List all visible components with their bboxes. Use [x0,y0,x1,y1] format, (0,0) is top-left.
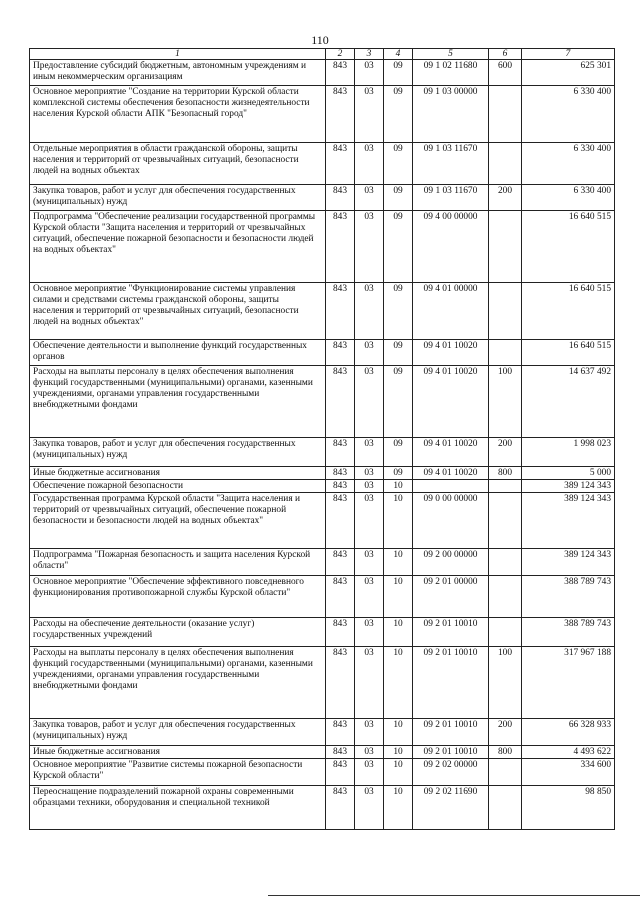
code-section-cell: 03 [355,86,384,143]
code-target-article-cell: 09 4 01 10020 [413,340,489,366]
code-section-cell: 03 [355,185,384,211]
amount-cell: 6 330 400 [522,143,615,185]
code-target-article-cell: 09 2 01 10010 [413,618,489,647]
code-section-cell: 03 [355,143,384,185]
code-admin-cell: 843 [326,366,355,438]
code-target-article-cell: 09 1 03 11670 [413,185,489,211]
row-name-cell: Отдельные мероприятия в области гражданской обороны, защиты населения и территорий от чрезвычайных ситуаций, безопасности людей на водных объектах [30,143,326,185]
code-admin-cell: 843 [326,60,355,86]
code-admin-cell: 843 [326,480,355,493]
column-header: 6 [489,49,522,60]
code-target-article-cell: 09 0 00 00000 [413,493,489,549]
code-target-article-cell: 09 4 01 00000 [413,283,489,340]
amount-cell: 388 789 743 [522,618,615,647]
code-subsection-cell: 10 [384,746,413,759]
code-expense-type-cell [489,143,522,185]
amount-cell: 389 124 343 [522,480,615,493]
code-target-article-cell: 09 2 02 00000 [413,759,489,786]
code-admin-cell: 843 [326,647,355,719]
budget-table [29,48,615,830]
table-row [30,719,615,746]
code-expense-type-cell: 100 [489,647,522,719]
code-target-article-cell: 09 4 01 10020 [413,366,489,438]
table-row [30,467,615,480]
table-body [30,60,615,830]
code-section-cell: 03 [355,618,384,647]
code-admin-cell: 843 [326,759,355,786]
row-name-cell: Иные бюджетные ассигнования [30,746,326,759]
code-section-cell: 03 [355,340,384,366]
row-name-cell: Иные бюджетные ассигнования [30,467,326,480]
row-name-cell: Основное мероприятие "Функционирование системы управления силами и средствами системы гражданской обороны, защиты населения и территорий от чрезвычайных ситуаций, безопасности людей на водных объектах" [30,283,326,340]
table-header-row [30,49,615,60]
code-expense-type-cell [489,786,522,830]
amount-cell: 388 789 743 [522,576,615,618]
code-expense-type-cell: 100 [489,366,522,438]
code-expense-type-cell [489,618,522,647]
code-admin-cell: 843 [326,786,355,830]
table-row [30,340,615,366]
code-expense-type-cell: 200 [489,438,522,467]
code-target-article-cell: 09 2 01 10010 [413,746,489,759]
code-subsection-cell: 10 [384,759,413,786]
code-expense-type-cell [489,340,522,366]
code-target-article-cell: 09 2 01 10010 [413,719,489,746]
amount-cell: 1 998 023 [522,438,615,467]
code-subsection-cell: 10 [384,719,413,746]
table-row [30,480,615,493]
code-expense-type-cell: 600 [489,60,522,86]
amount-cell: 6 330 400 [522,185,615,211]
table-row [30,493,615,549]
code-subsection-cell: 10 [384,549,413,576]
table-row [30,647,615,719]
row-name-cell: Основное мероприятие "Обеспечение эффективного повседневного функционирования противопожарной службы Курской области" [30,576,326,618]
code-subsection-cell: 09 [384,185,413,211]
code-expense-type-cell [489,759,522,786]
amount-cell: 625 301 [522,60,615,86]
table-row [30,283,615,340]
code-expense-type-cell: 800 [489,746,522,759]
amount-cell: 4 493 622 [522,746,615,759]
row-name-cell: Подпрограмма "Обеспечение реализации государственной программы Курской области "Защита населения и территорий от чрезвычайных ситуаций, обеспечение пожарной безопасности и безопасности людей на водных объектах" [30,211,326,283]
code-admin-cell: 843 [326,719,355,746]
code-expense-type-cell: 200 [489,719,522,746]
code-target-article-cell: 09 4 00 00000 [413,211,489,283]
column-header: 4 [384,49,413,60]
code-expense-type-cell [489,493,522,549]
code-target-article-cell: 09 1 03 00000 [413,86,489,143]
code-target-article-cell: 09 2 00 00000 [413,549,489,576]
code-target-article-cell [413,480,489,493]
table-row [30,576,615,618]
code-subsection-cell: 09 [384,438,413,467]
code-expense-type-cell [489,480,522,493]
column-header: 3 [355,49,384,60]
code-section-cell: 03 [355,283,384,340]
row-name-cell: Обеспечение деятельности и выполнение функций государственных органов [30,340,326,366]
bottom-rule [268,895,640,896]
code-admin-cell: 843 [326,549,355,576]
code-admin-cell: 843 [326,576,355,618]
table-row [30,759,615,786]
table-row [30,618,615,647]
code-admin-cell: 843 [326,340,355,366]
code-admin-cell: 843 [326,467,355,480]
code-expense-type-cell: 200 [489,185,522,211]
amount-cell: 6 330 400 [522,86,615,143]
code-expense-type-cell [489,211,522,283]
row-name-cell: Закупка товаров, работ и услуг для обеспечения государственных (муниципальных) нужд [30,719,326,746]
row-name-cell: Обеспечение пожарной безопасности [30,480,326,493]
table-row [30,60,615,86]
code-admin-cell: 843 [326,283,355,340]
column-header: 2 [326,49,355,60]
amount-cell: 5 000 [522,467,615,480]
column-header: 5 [413,49,489,60]
code-section-cell: 03 [355,438,384,467]
table-row [30,86,615,143]
code-target-article-cell: 09 4 01 10020 [413,467,489,480]
row-name-cell: Закупка товаров, работ и услуг для обеспечения государственных (муниципальных) нужд [30,185,326,211]
row-name-cell: Расходы на выплаты персоналу в целях обеспечения выполнения функций государственными (муниципальными) органами, казенными учреждениями, органами управления государственными внебюджетными фондами [30,366,326,438]
code-section-cell: 03 [355,647,384,719]
code-subsection-cell: 10 [384,493,413,549]
amount-cell: 317 967 188 [522,647,615,719]
row-name-cell: Основное мероприятие "Создание на территории Курской области комплексной системы обеспечения безопасности жизнедеятельности населения Курской области АПК "Безопасный город" [30,86,326,143]
code-target-article-cell: 09 1 03 11670 [413,143,489,185]
code-section-cell: 03 [355,786,384,830]
code-section-cell: 03 [355,719,384,746]
code-target-article-cell: 09 2 01 00000 [413,576,489,618]
column-header: 7 [522,49,615,60]
code-subsection-cell: 10 [384,480,413,493]
code-target-article-cell: 09 1 02 11680 [413,60,489,86]
code-section-cell: 03 [355,549,384,576]
code-admin-cell: 843 [326,746,355,759]
amount-cell: 334 600 [522,759,615,786]
row-name-cell: Предоставление субсидий бюджетным, автономным учреждениям и иным некоммерческим организациям [30,60,326,86]
code-admin-cell: 843 [326,211,355,283]
code-subsection-cell: 09 [384,211,413,283]
code-admin-cell: 843 [326,143,355,185]
code-section-cell: 03 [355,746,384,759]
code-expense-type-cell [489,549,522,576]
code-subsection-cell: 10 [384,647,413,719]
code-section-cell: 03 [355,467,384,480]
code-subsection-cell: 10 [384,618,413,647]
table-row [30,211,615,283]
row-name-cell: Закупка товаров, работ и услуг для обеспечения государственных (муниципальных) нужд [30,438,326,467]
amount-cell: 66 328 933 [522,719,615,746]
row-name-cell: Подпрограмма "Пожарная безопасность и защита населения Курской области" [30,549,326,576]
table-row [30,438,615,467]
code-target-article-cell: 09 4 01 10020 [413,438,489,467]
code-section-cell: 03 [355,493,384,549]
amount-cell: 98 850 [522,786,615,830]
code-subsection-cell: 10 [384,786,413,830]
row-name-cell: Расходы на обеспечение деятельности (оказание услуг) государственных учреждений [30,618,326,647]
table-row [30,549,615,576]
amount-cell: 16 640 515 [522,340,615,366]
code-section-cell: 03 [355,366,384,438]
code-subsection-cell: 09 [384,283,413,340]
code-admin-cell: 843 [326,493,355,549]
row-name-cell: Государственная программа Курской области "Защита населения и территорий от чрезвычайных ситуаций, обеспечение пожарной безопасности и безопасности людей на водных объектах" [30,493,326,549]
amount-cell: 16 640 515 [522,211,615,283]
amount-cell: 389 124 343 [522,493,615,549]
table-row [30,143,615,185]
code-section-cell: 03 [355,211,384,283]
code-subsection-cell: 09 [384,467,413,480]
code-expense-type-cell [489,86,522,143]
code-expense-type-cell [489,576,522,618]
code-section-cell: 03 [355,759,384,786]
code-target-article-cell: 09 2 01 10010 [413,647,489,719]
row-name-cell: Основное мероприятие "Развитие системы пожарной безопасности Курской области" [30,759,326,786]
code-admin-cell: 843 [326,438,355,467]
code-admin-cell: 843 [326,618,355,647]
table-row [30,185,615,211]
code-section-cell: 03 [355,480,384,493]
code-section-cell: 03 [355,576,384,618]
code-subsection-cell: 09 [384,340,413,366]
table-row [30,746,615,759]
code-admin-cell: 843 [326,86,355,143]
code-target-article-cell: 09 2 02 11690 [413,786,489,830]
amount-cell: 389 124 343 [522,549,615,576]
table-row [30,366,615,438]
code-section-cell: 03 [355,60,384,86]
amount-cell: 16 640 515 [522,283,615,340]
code-admin-cell: 843 [326,185,355,211]
column-header: 1 [30,49,326,60]
code-subsection-cell: 10 [384,576,413,618]
code-expense-type-cell [489,283,522,340]
row-name-cell: Расходы на выплаты персоналу в целях обеспечения выполнения функций государственными (муниципальными) органами, казенными учреждениями, органами управления государственными внебюджетными фондами [30,647,326,719]
amount-cell: 14 637 492 [522,366,615,438]
page-number: 110 [311,33,329,47]
code-subsection-cell: 09 [384,60,413,86]
table-row [30,786,615,830]
row-name-cell: Переоснащение подразделений пожарной охраны современными образцами техники, оборудования и специальной техникой [30,786,326,830]
code-subsection-cell: 09 [384,366,413,438]
code-subsection-cell: 09 [384,143,413,185]
code-expense-type-cell: 800 [489,467,522,480]
code-subsection-cell: 09 [384,86,413,143]
